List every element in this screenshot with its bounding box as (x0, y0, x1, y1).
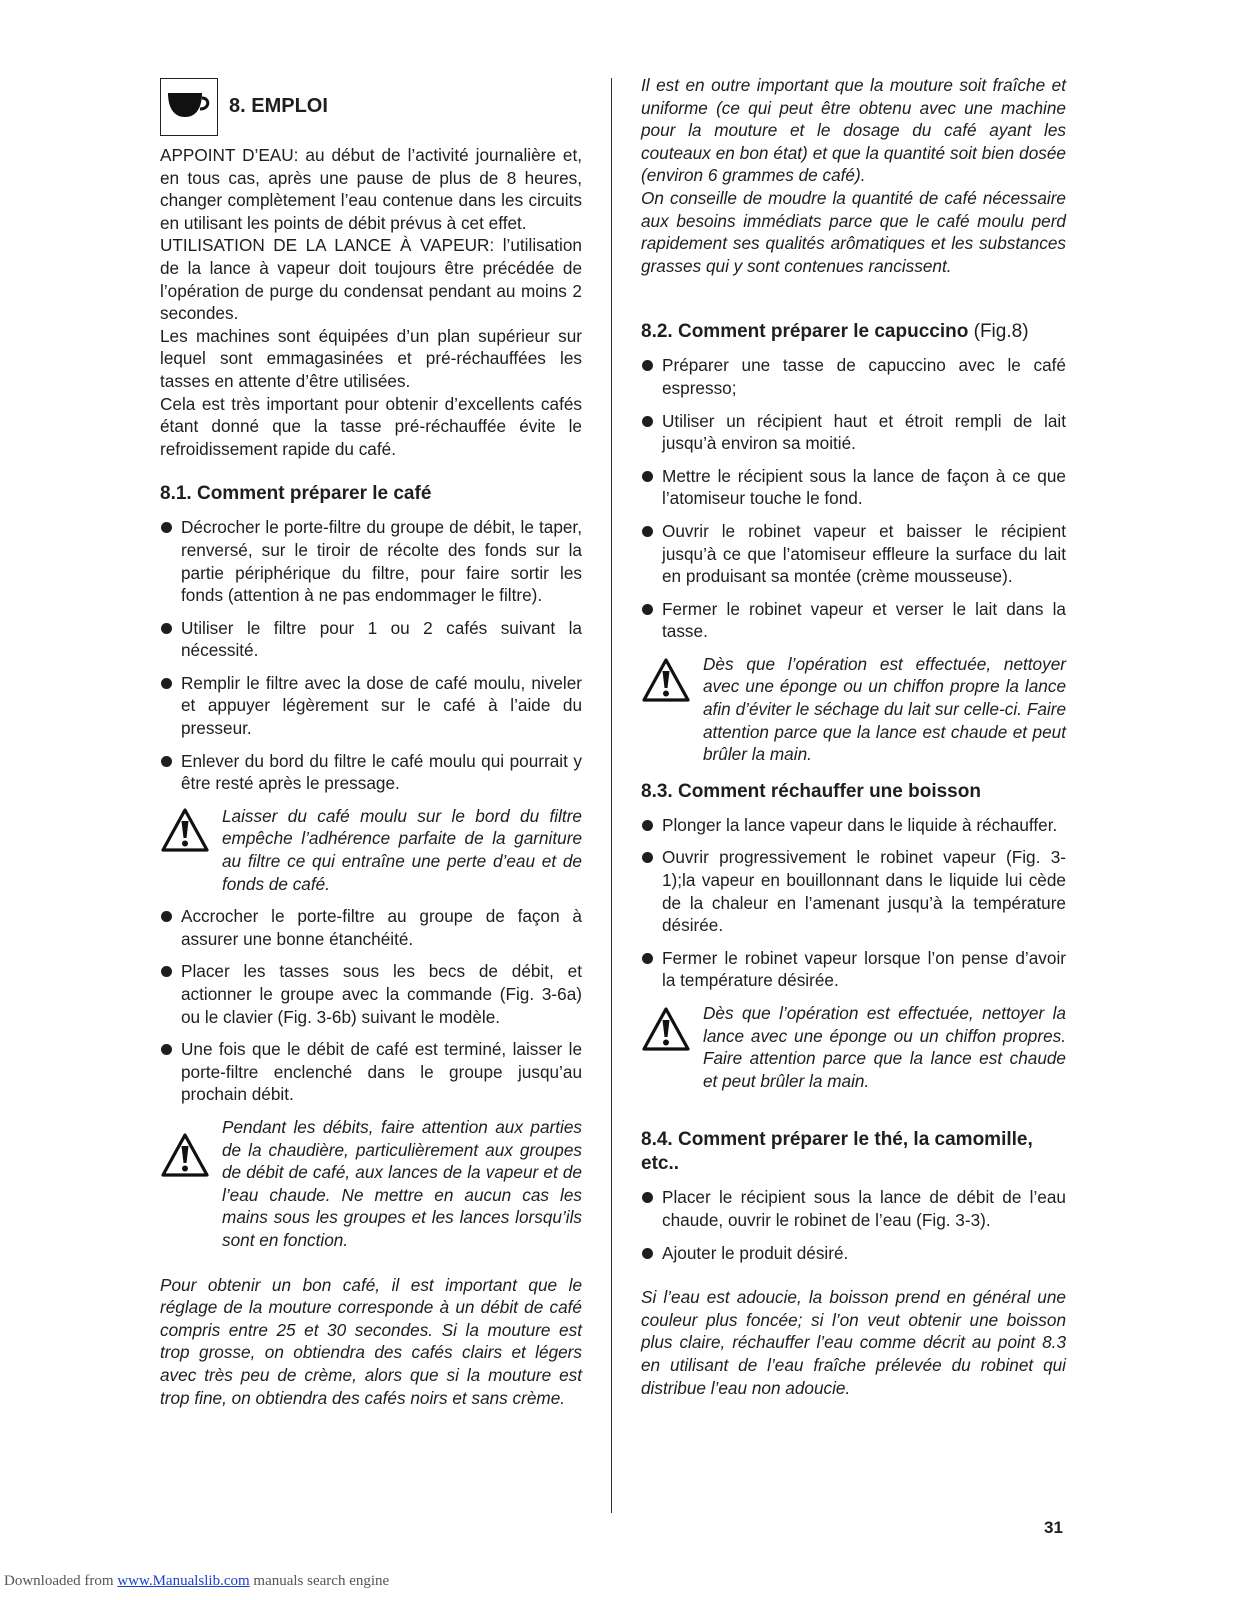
note-paragraph: Si l’eau est adoucie, la boisson prend en général une couleur plus foncée; si l’on veut obtenir une boisson plus claire, réchauffer l’eau comme décrit au point 8.3 en utilisant de l’eau fraîche prélevée du robinet qui distribue l’eau non adoucie. (641, 1287, 1066, 1398)
section-header (160, 74, 582, 136)
list-item: Une fois que le débit de café est terminé, laisser le porte-filtre enclenché dans le groupe jusqu’au prochain débit. (160, 1038, 582, 1106)
footer-prefix: Downloaded from (4, 1573, 118, 1589)
note-paragraph: Pour obtenir un bon café, il est important que le réglage de la mouture corresponde à un débit de café compris entre 25 et 30 secondes. Si la mouture est trop grosse, on obtiendra des cafés clairs et légers avec très peu de crème, alors que si la mouture est trop fine, on obtiendra des cafés noirs et sans crème. (160, 1274, 582, 1408)
list-item: Plonger la lance vapeur dans le liquide à réchauffer. (641, 814, 1066, 837)
warning-block (641, 1002, 1066, 1092)
bullet-list (641, 814, 1066, 992)
heading-8-3: 8.3. Comment réchauffer une boisson (641, 780, 981, 802)
heading-text: 8.2. Comment préparer le capuccino (641, 321, 969, 343)
note-paragraph: Il est en outre important que la mouture soit fraîche et uniforme (ce qui peut être obtenu avec une machine pour la mouture et le dosage du café ayant les couteaux en bon état) et que la quantité soit bien dosée (environ 6 grammes de café). (641, 75, 1066, 186)
list-item: Ouvrir le robinet vapeur et baisser le récipient jusqu’à ce que l’atomiseur effleure la surface du lait en produisant sa montée (crème mousseuse). (641, 520, 1066, 588)
heading-8-2 (641, 320, 1066, 344)
bullet-list (641, 1186, 1066, 1264)
intro-paragraph: APPOINT D’EAU: au début de l’activité journalière et, en tous cas, après une pause de plus de 8 heures, changer complètement l’eau contenue dans les circuits en utilisant les points de débit prévus à cet effet. (160, 145, 582, 233)
column-divider (611, 78, 612, 1513)
page-number: 31 (1044, 1518, 1063, 1537)
footer-suffix: manuals search engine (249, 1573, 390, 1589)
heading-8-1: 8.1. Comment préparer le café (160, 483, 432, 505)
intro-paragraph: UTILISATION DE LA LANCE À VAPEUR: l’utilisation de la lance à vapeur doit toujours être précédée de l’opération de purge du condensat pendant au moins 2 secondes. (160, 235, 582, 324)
warning-text: Dès que l’opération est effectuée, nettoyer avec une éponge ou un chiffon propre la lance afin d’éviter le séchage du lait sur celle-ci. Faire attention parce que la lance est chaude et peut brûler la main. (703, 653, 1066, 765)
list-item: Ajouter le produit désiré. (641, 1242, 1066, 1265)
list-item: Fermer le robinet vapeur et verser le lait dans la tasse. (641, 598, 1066, 643)
list-item: Mettre le récipient sous la lance de façon à ce que l’atomiseur touche le fond. (641, 465, 1066, 510)
left-column (160, 74, 582, 1409)
list-item: Préparer une tasse de capuccino avec le café espresso; (641, 354, 1066, 399)
warning-text: Dès que l’opération est effectuée, nettoyer la lance avec une éponge ou un chiffon propres. Faire attention parce que la lance est chaude et peut brûler la main. (703, 1003, 1066, 1091)
footer-watermark (4, 1573, 389, 1590)
intro-paragraph: Cela est très important pour obtenir d’excellents cafés étant donné que la tasse pré-réchauffée évite le refroidissement rapide du café. (160, 393, 582, 459)
warning-block (160, 1116, 582, 1252)
list-item: Accrocher le porte-filtre au groupe de façon à assurer une bonne étanchéité. (160, 905, 582, 950)
heading-8-4: 8.4. Comment préparer le thé, la camomille, etc.. (641, 1129, 1033, 1175)
list-item: Décrocher le porte-filtre du groupe de débit, le taper, renversé, sur le tiroir de récolte des fonds sur la partie périphérique du filtre, pour faire sortir les fonds (attention à ne pas endommager le filtre). (160, 516, 582, 606)
warning-triangle-icon (641, 1002, 703, 1058)
warning-block (641, 653, 1066, 766)
bullet-list (160, 516, 582, 795)
bullet-list (641, 354, 1066, 643)
warning-block (160, 805, 582, 895)
list-item: Utiliser un récipient haut et étroit rempli de lait jusqu’à environ sa moitié. (641, 410, 1066, 455)
bullet-list (160, 905, 582, 1106)
section-title: 8. EMPLOI (229, 95, 328, 117)
note-paragraph: On conseille de moudre la quantité de café nécessaire aux besoins immédiats parce que le café moulu perd rapidement ses qualités arômatiques et les substances grasses qui y sont contenues rancissent. (641, 187, 1066, 276)
list-item: Placer le récipient sous la lance de débit de l’eau chaude, ouvrir le robinet de l’eau (Fig. 3-3). (641, 1186, 1066, 1231)
warning-text: Laisser du café moulu sur le bord du filtre empêche l’adhérence parfaite de la garniture au filtre ce qui entraîne une perte d’eau et de fonds de café. (222, 805, 582, 894)
list-item: Remplir le filtre avec la dose de café moulu, niveler et appuyer légèrement sur le café à l’aide du presseur. (160, 672, 582, 740)
list-item: Utiliser le filtre pour 1 ou 2 cafés suivant la nécessité. (160, 617, 582, 662)
figure-reference: (Fig.8) (973, 321, 1029, 343)
warning-triangle-icon (160, 805, 222, 859)
right-column (641, 74, 1066, 1399)
list-item: Placer les tasses sous les becs de débit, et actionner le groupe avec la commande (Fig. 3-6a) ou le clavier (Fig. 3-6b) suivant le modèle. (160, 960, 582, 1028)
coffee-cup-icon (160, 78, 218, 136)
list-item: Enlever du bord du filtre le café moulu qui pourrait y être resté après le pressage. (160, 750, 582, 795)
warning-triangle-icon (641, 653, 703, 709)
warning-triangle-icon (160, 1116, 222, 1184)
list-item: Ouvrir progressivement le robinet vapeur (Fig. 3-1);la vapeur en bouillonnant dans le liquide lui cède de la chaleur en l’amenant jusqu’à la température désirée. (641, 846, 1066, 936)
warning-text: Pendant les débits, faire attention aux parties de la chaudière, particulièrement aux groupes de débit de café, aux lances de la vapeur et de l’eau chaude. Ne mettre en aucun cas les mains sous les groupes et les lances lorsqu’ils sont en fonction. (222, 1116, 582, 1250)
intro-paragraph: Les machines sont équipées d’un plan supérieur sur lequel sont emmagasinées et pré-réchauffées les tasses en attente d’être utilisées. (160, 325, 582, 391)
footer-link[interactable]: www.Manualslib.com (117, 1573, 250, 1589)
list-item: Fermer le robinet vapeur lorsque l’on pense d’avoir la température désirée. (641, 947, 1066, 992)
